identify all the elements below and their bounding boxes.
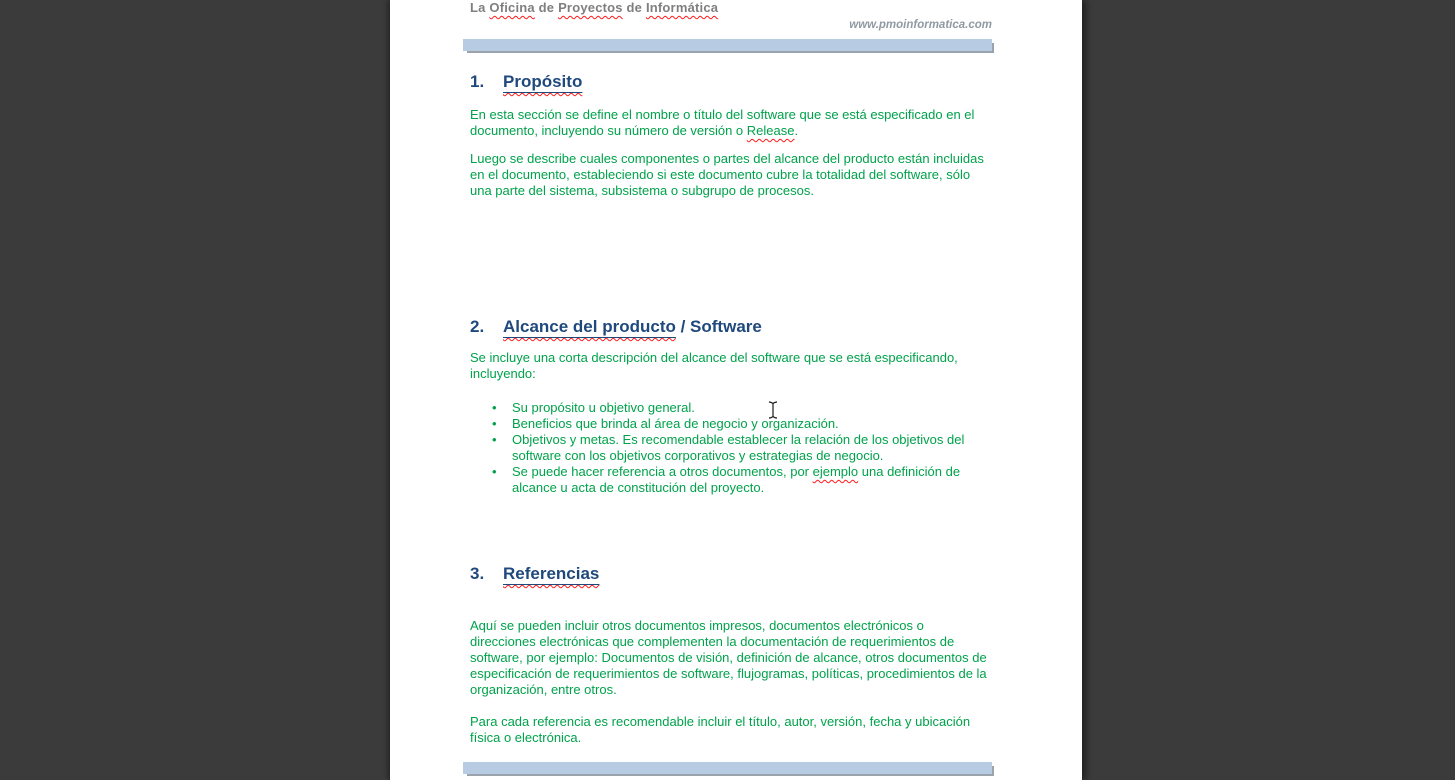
bullet-item[interactable]	[512, 464, 992, 496]
heading-title-text: Alcance del producto	[503, 317, 676, 336]
heading-number: 3.	[470, 564, 485, 583]
heading-title-text: Propósito	[503, 72, 583, 91]
header-text: La	[470, 0, 490, 15]
document-header	[470, 0, 992, 14]
document-page[interactable]	[390, 0, 1082, 780]
bullet-item[interactable]: • Beneficios que brinda al área de negocio y organización.	[512, 416, 992, 432]
section-1-heading[interactable]	[470, 71, 992, 92]
heading-number: 2.	[470, 317, 485, 336]
misspelled-word	[503, 564, 599, 583]
misspelled-word	[503, 72, 582, 91]
heading-title-text: / Software	[675, 317, 762, 336]
top-divider-bar	[463, 39, 992, 51]
header-title	[470, 0, 718, 15]
misspelled-word	[503, 317, 676, 336]
heading-title	[503, 71, 582, 92]
misspelled-word: Informática	[645, 0, 719, 15]
document-content[interactable]	[390, 0, 1082, 780]
header-text: de	[534, 0, 559, 15]
bullet-item[interactable]: • Objetivos y metas. Es recomendable establecer la relación de los objetivos del software con los objetivos corporativos y estrategias de negocio.	[512, 432, 992, 464]
heading-number: 1.	[470, 72, 485, 91]
bullet-list[interactable]	[470, 400, 992, 496]
heading-title	[503, 316, 762, 337]
heading-title-text: Referencias	[503, 564, 600, 583]
paragraph[interactable]: Aquí se pueden incluir otros documentos impresos, documentos electrónicos o direcciones electrónicas que complementen la documentación de requerimientos de software, por ejemplo: Documentos de visión, definición de alcance, otros documentos de especificación de requerimientos de software, flujogramas, políticas, procedimientos de la organización, entre otros.	[470, 618, 987, 697]
header-text: de	[622, 0, 646, 15]
misspelled-word: ejemplo	[812, 464, 859, 479]
bullet-item[interactable]: • Su propósito u objetivo general.	[512, 400, 992, 416]
paragraph[interactable]	[470, 107, 992, 139]
bottom-divider-bar	[463, 762, 992, 774]
paragraph[interactable]: Se incluye una corta descripción del alcance del software que se está especificando, incluyendo:	[470, 350, 958, 381]
section-2-heading[interactable]	[470, 316, 992, 337]
paragraph-text: Se puede hacer referencia a otros documentos, por	[512, 464, 813, 479]
paragraph-text: una definición de alcance u acta de constitución del proyecto.	[512, 464, 961, 495]
misspelled-word: Release	[746, 123, 795, 138]
website-url: www.pmoinformatica.com	[849, 19, 992, 31]
misspelled-word: Proyectos	[558, 0, 623, 15]
heading-title	[503, 563, 599, 584]
paragraph[interactable]: Luego se describe cuales componentes o partes del alcance del producto están incluidas en el documento, estableciendo si este documento cubre la totalidad del software, sólo una parte del sistema, subsistema o subgrupo de procesos.	[470, 151, 984, 198]
paragraph[interactable]: Para cada referencia es recomendable incluir el título, autor, versión, fecha y ubicación física o electrónica.	[470, 714, 971, 745]
misspelled-word: Oficina	[489, 0, 535, 15]
paragraph-text: En esta sección se define el nombre o título del software que se está especificado en el documento, incluyendo su número de versión o	[470, 107, 975, 138]
section-3-heading[interactable]	[470, 563, 992, 584]
paragraph-text: .	[794, 123, 799, 138]
